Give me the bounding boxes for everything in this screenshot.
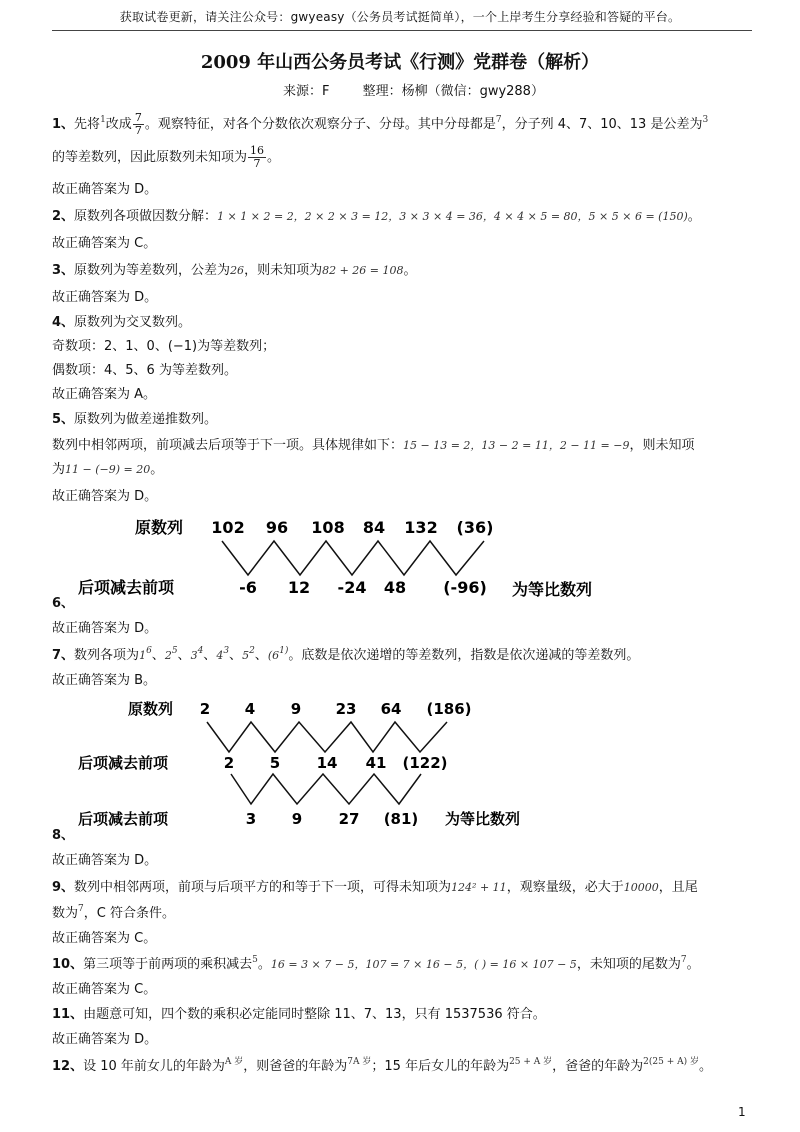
q6-row2-item: 12 [287,578,311,597]
q11-line1 [52,1003,546,1022]
q10-text-b: 。 [257,957,271,972]
q8-row2-item: 41 [365,754,387,772]
q7-power-exp: 5 [171,646,178,656]
q12-text-a: 设 10 年前女儿的年龄为 [83,1059,225,1074]
q3-line1 [52,259,417,278]
q8-row3-note: 为等比数列 [445,810,521,828]
q11-answer: 故正确答案为 D。 [52,1032,158,1047]
q8-row3-item: 27 [338,810,360,828]
q10-text-a: 第三项等于前两项的乘积减去 [83,957,253,972]
q1-text-d: ，分子列 4、7、10、13 是公差为 [501,117,703,132]
q12-number: 12、 [52,1059,84,1074]
q9-math-3: 7 [78,904,84,914]
q5-text-c: ，则未知项 [629,438,695,453]
q9-number: 9、 [52,880,75,895]
q5-text-d: 为 [52,462,66,477]
q6-row1-item: 102 [211,518,245,537]
q11-number: 11、 [52,1007,84,1022]
q10-line1 [52,953,700,972]
q1-math-2: 7 [495,115,502,125]
q1-text-b: 改成 [105,117,132,132]
q11-text-a: 由题意可知，四个数的乘积必定能同时整除 11、7、13，只有 1537536 符合。 [83,1007,546,1022]
q7-power-base: (6 [267,649,280,662]
q7-power-base: 3 [190,649,198,662]
q4-line1 [52,311,191,330]
q9-text-b: ，观察量级，必大于 [506,880,624,895]
q2-text-b: 。 [687,209,701,224]
q3-text-b: ，则未知项为 [244,263,323,278]
q5-line3 [52,458,163,477]
q8-row2-item: 2 [223,754,235,772]
q1-line2 [52,145,280,170]
q7-power-exp: 3 [223,646,230,656]
q9-line2 [52,902,175,921]
q1-fraction-den: 7 [134,124,142,137]
q2-answer: 故正确答案为 C。 [52,236,157,251]
q6-row1-item: 96 [265,518,289,537]
q12-math-4: 2(25 + A) 岁 [643,1057,699,1067]
q10-text-d: 。 [686,957,700,972]
header-banner: 获取试卷更新，请关注公众号：gwyeasy（公务员考试挺简单），一个上岸考生分享经验和答疑的平台。 [119,10,681,24]
q4-odd: 奇数项：2、1、0、(−1)为等差数列； [52,339,276,354]
q8-row3-item: (81) [383,810,419,828]
q6-number-text: 6、 [52,596,75,611]
q6-number [52,592,74,611]
q10-text-c: ，未知项的尾数为 [576,957,681,972]
source-label: 来源：F [283,84,330,99]
q8-row1-label: 原数列 [128,700,174,718]
q5-text-e: 。 [150,462,164,477]
q1-text-f: 。 [267,150,281,165]
q1-text-e: 的等差数列，因此原数列未知项为 [52,150,248,165]
q5-answer: 故正确答案为 D。 [52,489,158,504]
q8-row2-item: 5 [269,754,281,772]
q8-row2-label: 后项减去前项 [78,754,169,772]
q6-row2-item: -6 [239,578,257,597]
q7-power [267,646,289,662]
document-title: 2009 年山西公务员考试《行测》党群卷（解析） [200,52,600,73]
header-rule [52,30,752,31]
q7-power [139,646,152,662]
q6-row1-item: 132 [404,518,438,537]
q12-text-e: 。 [699,1059,713,1074]
q2-number: 2、 [52,209,75,224]
q7-power-exp: 2 [249,646,255,656]
q8-row1-item: 4 [244,700,256,718]
q6-row1-item: 84 [362,518,386,537]
q6-row1-item: (36) [456,518,494,537]
q9-line1 [52,876,698,895]
q8-row3-label: 后项减去前项 [78,810,169,828]
q3-math-2: 82 + 26 = 108 [322,264,404,277]
q8-row2-item: (122) [402,754,448,772]
q7-power [216,646,230,662]
source-line [283,80,544,99]
q8-row1-item: 23 [335,700,357,718]
q7-text-b: 。底数是依次递增的等差数列，指数是依次递减的等差数列。 [288,648,640,663]
q4-even: 偶数项：4、5、6 为等差数列。 [52,363,237,378]
q12-math-2: 7A 岁 [347,1057,372,1067]
q5-math-1: 15 − 13 = 2，13 − 2 = 11，2 − 11 = −9 [403,439,630,452]
q10-math-3: 7 [680,955,687,965]
q5-line2 [52,434,695,453]
q2-text-a: 原数列各项做因数分解： [74,209,218,224]
q8-row1-item: 64 [380,700,402,718]
q9-text-d: 数为 [52,906,79,921]
q7-power-exp: 6 [146,646,152,656]
q5-text-a: 原数列为做差递推数列。 [74,412,218,427]
q3-answer: 故正确答案为 D。 [52,290,158,305]
q8-answer: 故正确答案为 D。 [52,853,158,868]
q12-text-c: ；15 年后女儿的年龄为 [371,1059,510,1074]
q9-math-2: 10000 [623,881,659,894]
q9-answer: 故正确答案为 C。 [52,931,157,946]
q6-answer: 故正确答案为 D。 [52,621,158,636]
q6-row2-label: 后项减去前项 [78,578,175,597]
q8-row1-item: 9 [290,700,302,718]
q6-row1-item: 108 [311,518,345,537]
q8-row3-item: 3 [245,810,257,828]
q8-row1-item: 2 [199,700,211,718]
q1-fraction [133,112,144,137]
q3-number: 3、 [52,263,75,278]
q7-power-exp: 1) [279,646,289,656]
q5-math-2: 11 − (−9) = 20 [65,463,151,476]
q9-text-e: ，C 符合条件。 [83,906,175,921]
q7-power [164,646,178,662]
q3-text-c: 。 [403,263,417,278]
q6-diagram [0,505,800,605]
q1-math-3: 3 [702,115,709,125]
q6-row2-note: 为等比数列 [512,580,593,599]
q8-zigzag-top [207,722,447,752]
q7-power [190,646,204,662]
q12-text-b: ，则爸爸的年龄为 [243,1059,348,1074]
q7-power-base: 1 [139,649,147,662]
q12-text-d: ，爸爸的年龄为 [552,1059,644,1074]
q1-line1 [52,112,708,137]
q4-text-a: 原数列为交叉数列。 [74,315,192,330]
editor-label: 整理：杨柳（微信：gwy288） [362,84,544,99]
q8-diagram [0,690,800,840]
q6-row2-item: (-96) [443,578,487,597]
q1-fraction-2 [248,145,266,170]
q1-fraction2-den: 7 [253,157,261,170]
q4-number: 4、 [52,315,75,330]
q4-answer: 故正确答案为 A。 [52,387,157,402]
source-gap [334,84,359,99]
q1-text-a: 先将 [74,117,101,132]
q1-math-1: 1 [100,115,106,125]
q7-line1: 7、数列各项为$1^6$、$2^5$、$3^4$、$4^3$、$5^2$、(6$^{1)}$。底数是依次递增的等差数列，指数是依次递减的等差数列。 [52,646,640,663]
q9-math-1: 124² + 11 [451,881,507,894]
q7-power-base: 5 [242,649,250,662]
q6-row2-item: -24 [337,578,367,597]
q8-row3-item: 9 [291,810,303,828]
q5-line1 [52,408,217,427]
q7-number: 7、 [52,648,75,663]
q9-text-a: 数列中相邻两项，前项与后项平方的和等于下一项，可得未知项为 [74,880,452,895]
q1-fraction-num: 7 [134,111,142,124]
q10-answer: 故正确答案为 C。 [52,982,157,997]
q12-line1 [52,1054,712,1074]
q10-number: 10、 [52,957,84,972]
q2-line1 [52,205,701,224]
q7-power-base: 4 [216,649,224,662]
q7-answer: 故正确答案为 B。 [52,673,157,688]
q9-text-c: ，且尾 [658,880,698,895]
q3-math-1: 26 [230,264,245,277]
q1-number: 1、 [52,117,75,132]
q1-answer: 故正确答案为 D。 [52,182,158,197]
q3-text-a: 原数列为等差数列，公差为 [74,263,231,278]
q6-zigzag [222,541,484,575]
q10-math-2: 16 = 3 × 7 − 5，107 = 7 × 16 − 5，( ) = 16 × 107 − 5 [270,958,577,971]
q12-math-1: A 岁 [224,1057,244,1067]
q6-row1-label: 原数列 [135,518,184,537]
q12-math-3: 25 + A 岁 [509,1057,553,1067]
q8-number-text: 8、 [52,828,75,843]
q8-row1-item: (186) [426,700,472,718]
q5-text-b: 数列中相邻两项，前项减去后项等于下一项。具体规律如下： [52,438,404,453]
q8-row2-item: 14 [316,754,338,772]
q7-power-base: 2 [164,649,172,662]
q1-text-c: 。观察特征，对各个分数依次观察分子、分母。其中分母都是 [144,117,496,132]
q2-math: 1 × 1 × 2 = 2，2 × 2 × 3 = 12，3 × 3 × 4 = 36，4 × 4 × 5 = 80，5 × 5 × 6 = (150) [217,210,688,223]
q10-math-1: 5 [252,955,258,965]
q5-number: 5、 [52,412,75,427]
q6-row2-item: 48 [383,578,407,597]
q8-zigzag-bottom [231,774,421,804]
q1-fraction2-num: 16 [250,144,265,157]
q7-power [242,646,255,662]
q8-number [52,824,74,843]
q7-power-exp: 4 [197,646,204,656]
page-number: 1 [738,1105,746,1119]
q7-text-a: 数列各项为 [74,648,140,663]
